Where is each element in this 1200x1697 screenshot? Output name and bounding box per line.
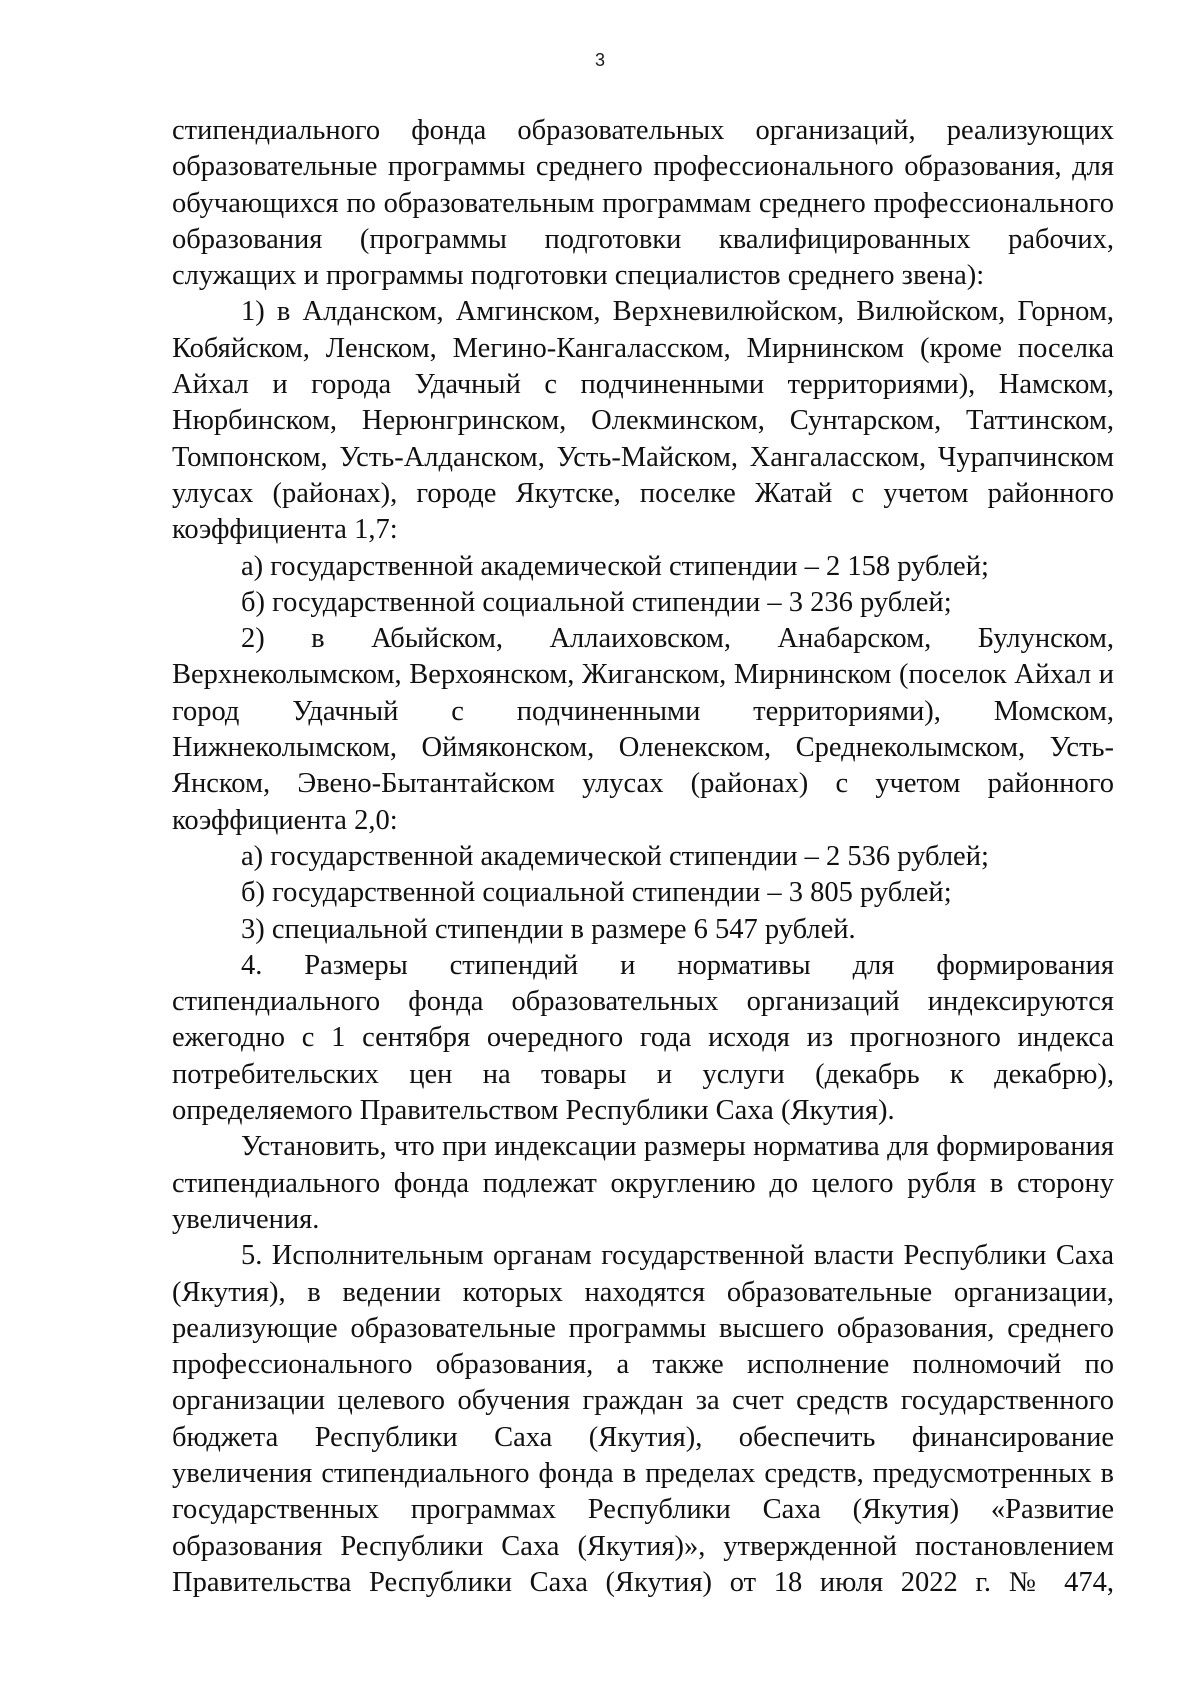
paragraph-section-4-indexation: 4. Размеры стипендий и нормативы для формирования стипендиального фонда образовательных организаций индексируются ежегодно с 1 сентября очередного года исходя из прогнозного индекса потребительских цен на товары и услуги (декабрь к декабрю), определяемого Правительством Республики Саха (Якутия).: [172, 949, 1114, 1127]
paragraph-item-2-districts: 2) в Абыйском, Аллаиховском, Анабарском, Булунском, Верхнеколымском, Верхоянском, Жиганском, Мирнинском (поселок Айхал и город Удачный с подчиненными территориями), Момском, Нижнеколымском, Оймяконском, Оленекском, Среднеколымском, Усть-Янском, Эвено-Бытантайском улусах (районах) с учетом районного коэффициента 2,0:: [172, 623, 1114, 836]
page-number: 3: [594, 50, 605, 70]
paragraph-item-1-districts: 1) в Алданском, Амгинском, Верхневилюйском, Вилюйском, Горном, Кобяйском, Ленском, Мегино-Кангаласском, Мирнинском (кроме поселка Айхал и города Удачный с подчиненными территориями), Намском, Нюрбинском, Нерюнгринском, Олекминском, Сунтарском, Таттинском, Томпонском, Усть-Алданском, Усть-Майском, Хангаласском, Чурапчинском улусах (районах), городе Якутске, поселке Жатай с учетом районного коэффициента 1,7:: [172, 296, 1114, 546]
paragraph-item-2b-social: б) государственной социальной стипендии – 3 805 рублей;: [241, 877, 952, 909]
paragraph-item-2a-academic: а) государственной академической стипендии – 2 536 рублей;: [241, 840, 989, 872]
document-body: [172, 113, 1114, 1601]
paragraph-scholarship-fund-intro: стипендиального фонда образовательных организаций, реализующих образовательные программы среднего профессионального образования, для обучающихся по образовательным программам среднего профессионального образования (программы подготовки квалифицированных рабочих, служащих и программы подготовки специалистов среднего звена):: [172, 115, 1114, 292]
paragraph-item-3-special: 3) специальной стипендии в размере 6 547 рублей.: [241, 913, 856, 945]
paragraph-item-1a-academic: а) государственной академической стипендии – 2 158 рублей;: [241, 550, 989, 582]
paragraph-item-1b-social: б) государственной социальной стипендии – 3 236 рублей;: [241, 586, 952, 618]
paragraph-rounding-rule: Установить, что при индексации размеры норматива для формирования стипендиального фонда подлежат округлению до целого рубля в сторону увеличения.: [172, 1131, 1114, 1235]
paragraph-section-5-financing: 5. Исполнительным органам государственной власти Республики Саха (Якутия), в ведении которых находятся образовательные организации, реализующие образовательные программы высшего образования, среднего профессионального образования, а также исполнение полномочий по организации целевого обучения граждан за счет средств государственного бюджета Республики Саха (Якутия), обеспечить финансирование увеличения стипендиального фонда в пределах средств, предусмотренных в государственных программах Республики Саха (Якутия) «Развитие образования Республики Саха (Якутия)», утвержденной постановлением Правительства Республики Саха (Якутия) от 18 июля 2022 г. № 474,: [172, 1240, 1114, 1598]
